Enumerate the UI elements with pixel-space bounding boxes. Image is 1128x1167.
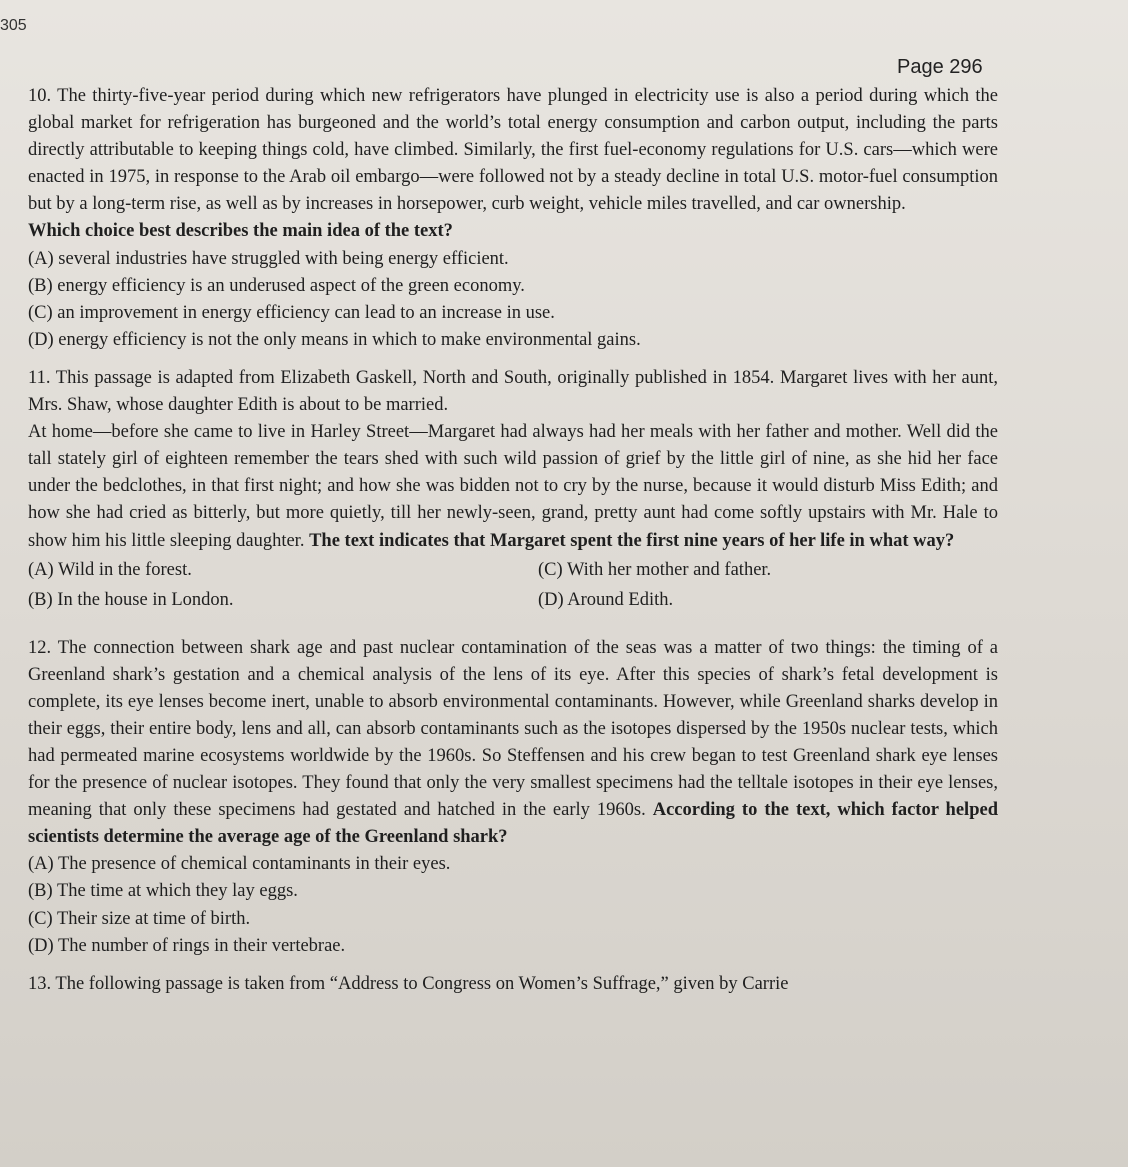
questions-content: [28, 83, 998, 998]
choice-d: (D) Around Edith.: [538, 589, 674, 610]
question-11-choices: [28, 555, 998, 615]
choice-c: (C) an improvement in energy efficiency can lead to an increase in use.: [28, 302, 555, 323]
question-12: [28, 635, 998, 960]
question-11-prompt: The text indicates that Margaret spent the first nine years of her life in what way?: [309, 530, 955, 551]
page-number: Page 296: [897, 56, 983, 78]
page-edge-mark: 305: [0, 17, 27, 34]
question-10: [28, 83, 998, 354]
choice-c: (C) With her mother and father.: [538, 559, 772, 580]
choice-a: (A) The presence of chemical contaminants in their eyes.: [28, 854, 451, 875]
choice-a: (A) Wild in the forest.: [28, 559, 192, 580]
choice-d: (D) energy efficiency is not the only means in which to make environmental gains.: [28, 329, 641, 350]
choice-b: (B) In the house in London.: [28, 589, 234, 610]
question-10-prompt: Which choice best describes the main idea of the text?: [28, 221, 453, 242]
question-number: 12.: [28, 637, 52, 658]
choice-d: (D) The number of rings in their vertebrae.: [28, 935, 346, 956]
question-12-prompt: According to the text, which factor helped scientists determine the average age of the Greenland shark?: [28, 800, 998, 848]
question-11-passage: At home—before she came to live in Harley Street—Margaret had always had her meals with her father and mother. Well did the tall stately girl of eighteen remember the tears shed with such wild passion of grief by the little girl of nine, as she hid her face under the bedclothes, in that first night; and how she was bidden not to cry by the nurse, because it would disturb Miss Edith; and how she had cried as bitterly, but more quietly, till her newly-seen, grand, pretty aunt had come softly upstairs with Mr. Hale to show him his little sleeping daughter. The text indicates that Margaret spent the first nine years of her life in what way?: [28, 422, 998, 551]
choice-b: (B) The time at which they lay eggs.: [28, 881, 298, 902]
choice-a: (A) several industries have struggled with being energy efficient.: [28, 248, 509, 269]
choice-c: (C) Their size at time of birth.: [28, 908, 251, 929]
question-10-passage: 10. The thirty-five-year period during which new refrigerators have plunged in electricity use is also a period during which the global market for refrigeration has burgeoned and the world’s total energy consumption and carbon output, including the parts directly attributable to keeping things cold, have climbed. Similarly, the first fuel-economy regulations for U.S. cars—which were enacted in 1975, in response to the Arab oil embargo—were followed not by a steady decline in total U.S. motor-fuel consumption but by a long-term rise, as well as by increases in horsepower, curb weight, vehicle miles travelled, and car ownership.: [28, 86, 998, 215]
question-number: 11.: [28, 367, 51, 388]
question-13: [28, 971, 998, 998]
choice-b: (B) energy efficiency is an underused aspect of the green economy.: [28, 275, 525, 296]
question-number: 13.: [28, 973, 52, 994]
question-11-intro: 11. This passage is adapted from Elizabeth Gaskell, North and South, originally published in 1854. Margaret lives with her aunt, Mrs. Shaw, whose daughter Edith is about to be married.: [28, 367, 999, 416]
question-number: 10.: [28, 86, 52, 106]
question-13-intro: 13. The following passage is taken from “Address to Congress on Women’s Suffrage,” given by Carrie: [28, 973, 789, 994]
question-11: [28, 365, 998, 615]
question-12-passage: 12. The connection between shark age and past nuclear contamination of the seas was a matter of two things: the timing of a Greenland shark’s gestation and a chemical analysis of the lens of its eye. After this species of shark’s fetal development is complete, its eye lenses become inert, unable to absorb environmental contaminants. However, while Greenland sharks develop in their eggs, their entire body, lens and all, can absorb contaminants such as the isotopes dispersed by the 1950s nuclear tests, which had permeated marine ecosystems worldwide by the 1960s. So Steffensen and his crew began to test Greenland shark eye lenses for the presence of nuclear isotopes. They found that only the very smallest specimens had the telltale isotopes in their eye lenses, meaning that only these specimens had gestated and hatched in the early 1960s. According to the text, which factor helped scientists determine the average age of the Greenland shark?: [28, 637, 998, 848]
